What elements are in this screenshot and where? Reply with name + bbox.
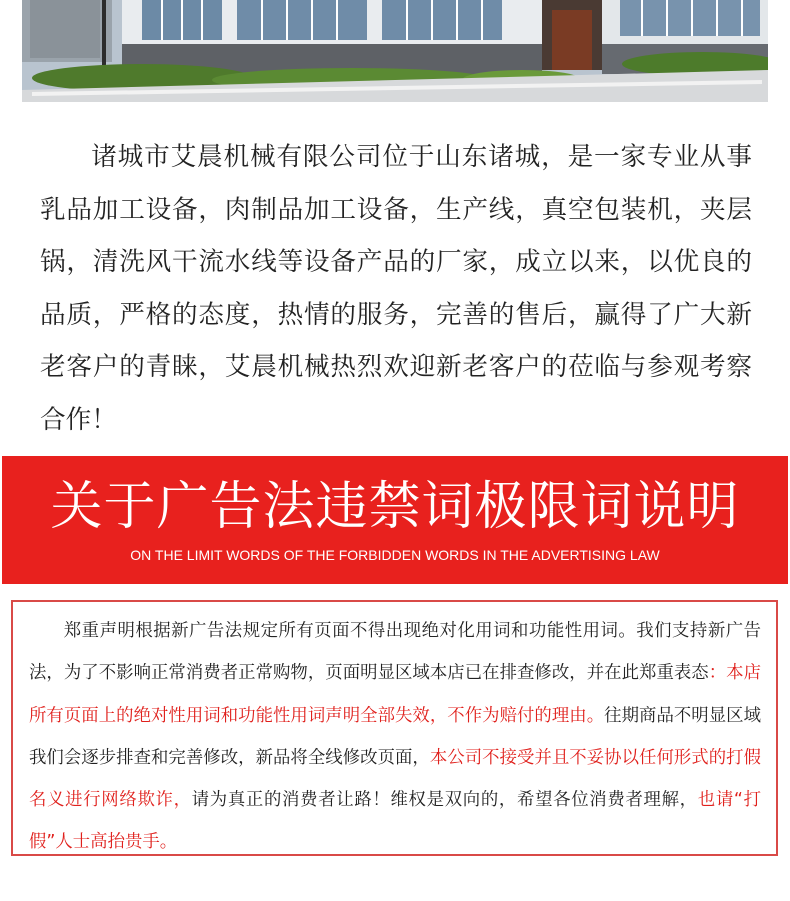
disclaimer-text [29, 610, 761, 864]
disclaimer-part-5: 请为真正的消费者让路！维权是双向的，希望各位消费者理解， [191, 790, 698, 811]
disclaimer-highlight-1: ：本店所有页面上的绝对性用词和功能性用词声明全部失效，不作为赔付的理由。 [29, 663, 761, 726]
disclaimer-highlight-3: 也请“打假”人士高抬贵手。 [29, 790, 761, 853]
factory-building-photo [22, 0, 768, 102]
company-intro-paragraph: 诸城市艾晨机械有限公司位于山东诸城，是一家专业从事乳品加工设备，肉制品加工设备，生产线，真空包装机，夹层锅，清洗风干流水线等设备产品的厂家，成立以来，以优良的品质，严格的态度，热情的服务，完善的售后，赢得了广大新老客户的青睐，艾晨机械热烈欢迎新老客户的莅临与参观考察合作！ [40, 142, 752, 435]
disclaimer-box [11, 600, 778, 856]
factory-photo-illustration [22, 0, 768, 102]
banner-subtitle: ON THE LIMIT WORDS OF THE FORBIDDEN WORDS IN THE ADVERTISING LAW [130, 547, 660, 563]
disclaimer-part-3: 往期商品不明显区域我们会逐步排查和完善修改，新品将全线修改页面， [29, 705, 761, 768]
disclaimer-part-1: 郑重声明根据新广告法规定所有页面不得出现绝对化用词和功能性用词。我们支持新广告法，为了不影响正常消费者正常购物，页面明显区域本店已在排查修改，并在此郑重表态 [29, 621, 761, 684]
notice-banner [2, 456, 788, 584]
banner-title: 关于广告法违禁词极限词说明 [50, 477, 740, 537]
disclaimer-highlight-2: 本公司不接受并且不妥协以任何形式的打假名义进行网络欺诈， [29, 747, 761, 811]
